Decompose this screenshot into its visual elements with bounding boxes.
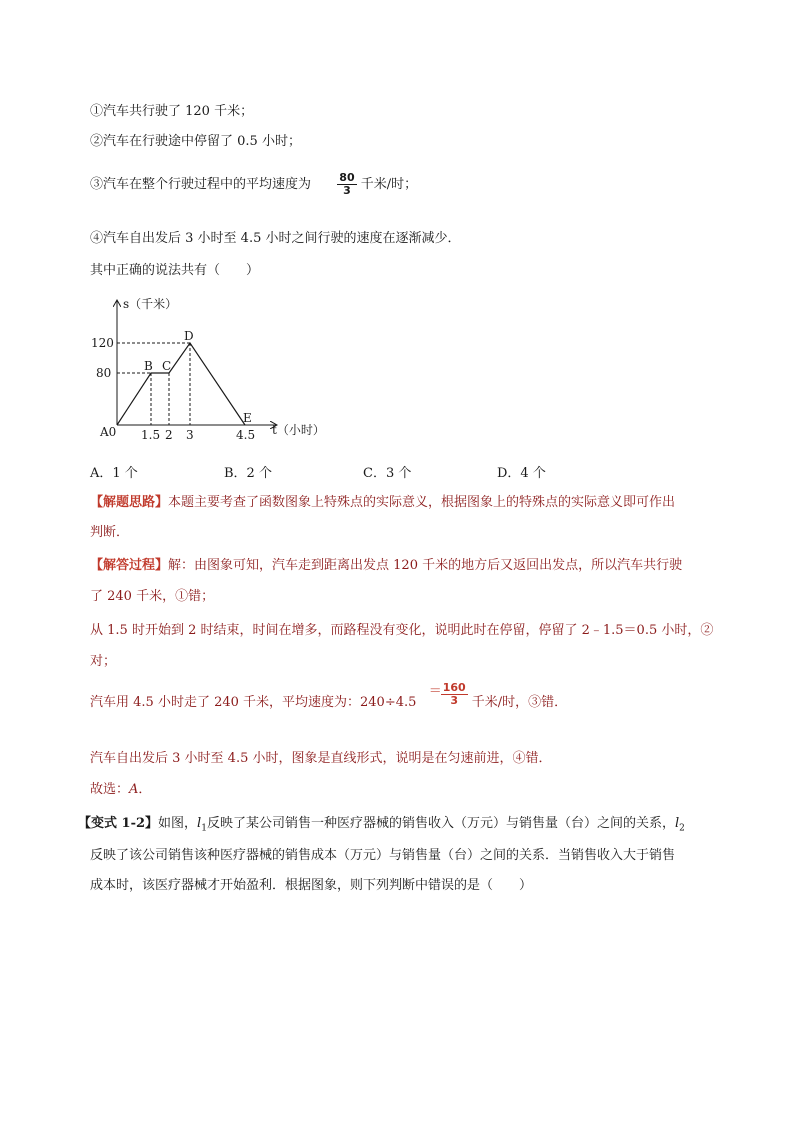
x-tick-4.5: 4.5 [236, 428, 256, 442]
fraction-numerator: 80 [339, 171, 355, 184]
y-axis-label: s（千米） [123, 297, 178, 311]
analysis-line-1 [90, 494, 675, 512]
process-line-3: 从 1.5 时开始到 2 时结束，时间在增多，而路程没有变化，说明此时在停留，停留了 2﹣1.5＝0.5 小时，② [90, 623, 714, 638]
speed-fraction [337, 172, 356, 197]
statement-2: ②汽车在行驶途中停留了 0.5 小时； [90, 134, 301, 149]
result-unit: 千米/时，③错． [471, 695, 568, 710]
statement-3 [90, 172, 417, 198]
process-line-5 [90, 681, 568, 716]
y-tick-120: 120 [91, 336, 114, 350]
variant-line-3: 成本时，该医疗器械才开始盈利．根据图象，则下列判断中错误的是（ ） [90, 878, 533, 893]
statement-4: ④汽车自出发后 3 小时至 4.5 小时之间行驶的速度在逐渐减少． [90, 231, 461, 246]
l2-subscript: 2 [679, 823, 685, 834]
point-D: D [184, 329, 194, 343]
equals-sign: ＝ [428, 684, 442, 699]
travel-path [117, 343, 245, 425]
variant-text-1b: 反映了某公司销售一种医疗器械的销售收入（万元）与销售量（台）之间的关系， [206, 816, 675, 831]
result-denominator: 3 [450, 694, 458, 707]
process-line-1 [90, 557, 682, 575]
process-line-4: 对； [90, 654, 117, 669]
l1-subscript: 1 [201, 823, 207, 834]
analysis-label: 【解题思路】 [90, 495, 169, 510]
variant-line-1 [78, 815, 685, 838]
answer-suffix: ． [138, 782, 152, 797]
x-tick-1.5: 1.5 [141, 428, 161, 442]
analysis-line-2: 判断． [90, 525, 130, 540]
origin-label: A0 [100, 425, 117, 439]
question: 其中正确的说法共有（ ） [90, 263, 260, 278]
variant-label: 【变式 1-2】 [78, 816, 159, 831]
answer-letter: A [129, 782, 139, 797]
speed-unit: 千米/时； [360, 177, 418, 192]
option-d[interactable]: D．4 个 [497, 466, 546, 481]
process-line-6: 汽车自出发后 3 小时至 4.5 小时，图象是直线形式，说明是在匀速前进，④错． [90, 751, 552, 766]
process-text-1: 解：由图象可知，汽车走到距离出发点 120 千米的地方后又返回出发点，所以汽车共行驶 [168, 558, 683, 573]
option-a[interactable]: A．1 个 [90, 466, 138, 481]
variant-line-2: 反映了该公司销售该种医疗器械的销售成本（万元）与销售量（台）之间的关系．当销售收入大于销售 [90, 848, 676, 863]
result-numerator: 160 [442, 681, 466, 694]
answer-line [90, 781, 151, 799]
variant-text-1a: 如图， [158, 816, 198, 831]
result-fraction [428, 681, 468, 707]
process-label: 【解答过程】 [90, 558, 169, 573]
fraction-denominator: 3 [343, 184, 351, 197]
x-tick-2: 2 [165, 428, 173, 442]
option-b[interactable]: B．2 个 [224, 466, 272, 481]
option-c[interactable]: C．3 个 [363, 466, 412, 481]
distance-time-graph [90, 295, 350, 445]
statement-1: ①汽车共行驶了 120 千米； [90, 104, 254, 119]
l1-symbol: l [197, 816, 202, 831]
x-tick-3: 3 [186, 428, 194, 442]
process-line-2: 了 240 千米，①错； [90, 589, 215, 604]
point-E: E [243, 411, 252, 425]
y-tick-80: 80 [96, 366, 112, 380]
process-text-5: 汽车用 4.5 小时走了 240 千米，平均速度为：240÷4.5 [90, 695, 417, 710]
answer-prefix: 故选： [90, 782, 130, 797]
x-axis-label: t（小时） [272, 423, 325, 437]
analysis-text: 本题主要考查了函数图象上特殊点的实际意义，根据图象上的特殊点的实际意义即可作出 [168, 495, 676, 510]
l2-symbol: l [674, 816, 680, 831]
statement-3-text: ③汽车在整个行驶过程中的平均速度为 [90, 177, 312, 192]
point-B: B [144, 359, 153, 373]
point-C: C [162, 359, 172, 373]
